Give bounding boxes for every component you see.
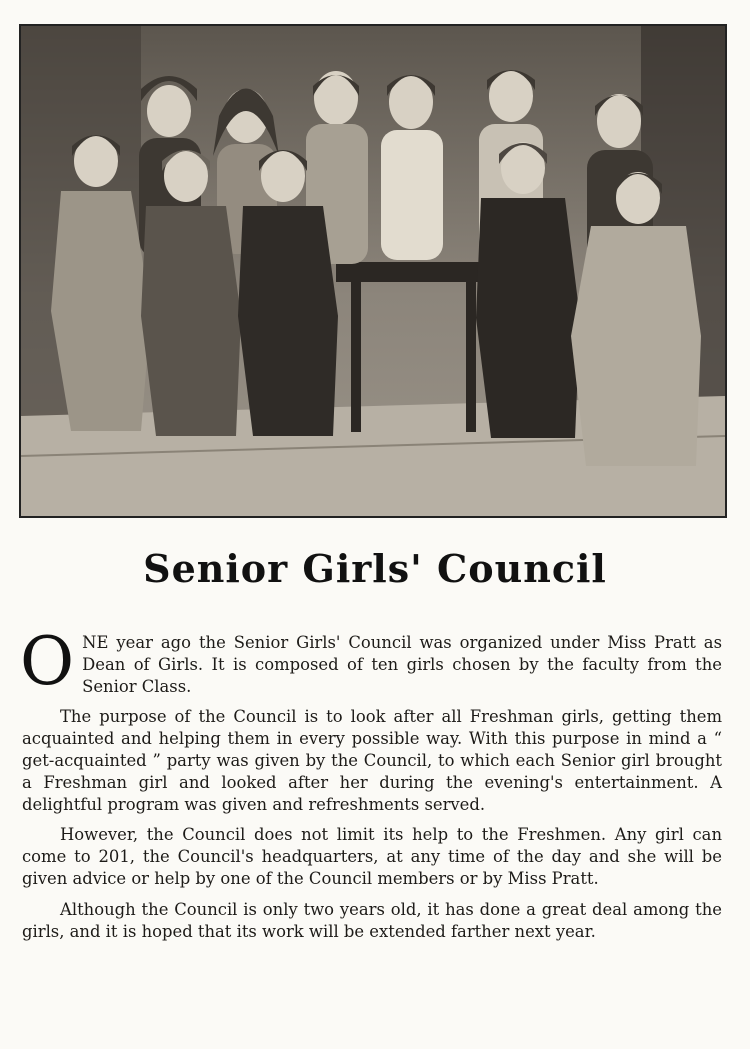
page-title: Senior Girls' Council [143, 546, 607, 591]
paragraph-4: Although the Council is only two years old, it has done a great deal among the girls, and it is hoped that its work will be extended farther next year. [22, 899, 722, 941]
article-body [20, 623, 722, 951]
paragraph-1 [20, 623, 722, 700]
photo-illustration [21, 26, 725, 516]
group-photograph [19, 24, 727, 518]
paragraph-3: However, the Council does not limit its help to the Freshmen. Any girl can come to 201, the Council's headquarters, at any time of the day and she will be given advice or help by one of the Council members or by Miss Pratt. [22, 825, 722, 888]
paragraph-2: The purpose of the Council is to look after all Freshman girls, getting them acquainted and helping them in every possible way. With this purpose in mind a “ get-acquainted ” party was given by the Council, to which each Senior girl brought a Freshman girl and looked after her during the evening's entertainment. A delightful program was given and refreshments served. [22, 707, 722, 814]
drop-cap: O [20, 623, 75, 700]
paragraph-1-text: NE year ago the Senior Girls' Council was organized under Miss Pratt as Dean of Girls. It is composed of ten girls chosen by the faculty from the Senior Class. [82, 633, 722, 696]
